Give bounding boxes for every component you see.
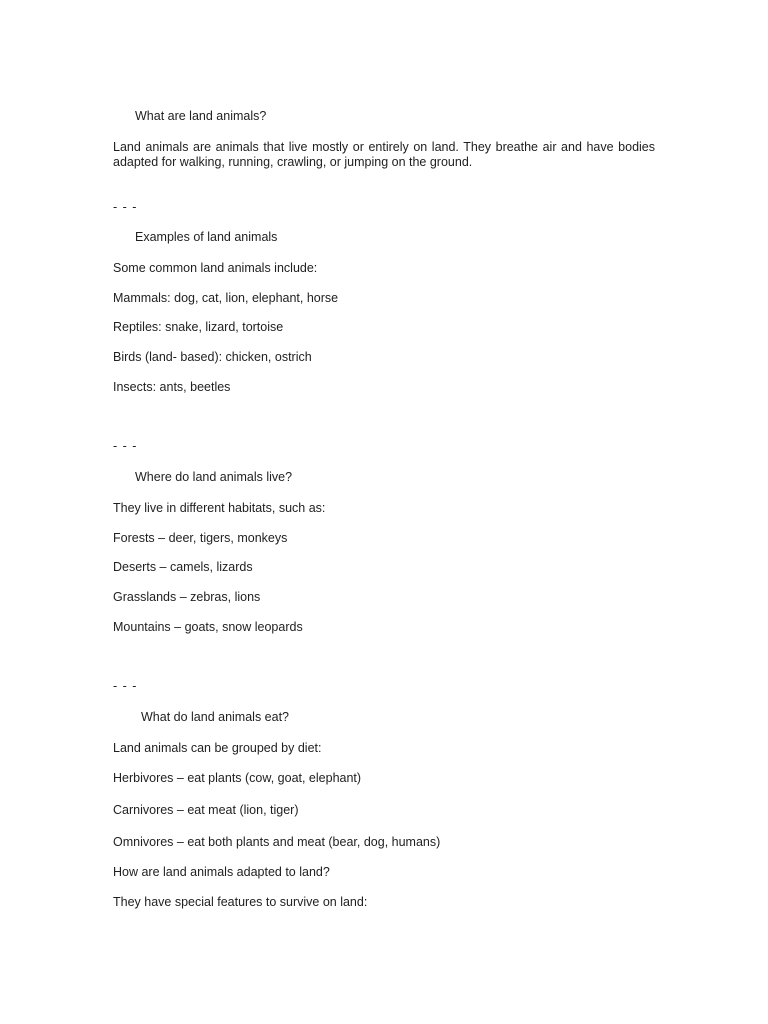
paragraph-definition: Land animals are animals that live mostly or entirely on land. They breathe air and have bodies adapted for walking, running, crawling, or jumping on the ground. xyxy=(113,140,655,169)
section-divider: - - - xyxy=(113,200,138,214)
section-divider: - - - xyxy=(113,679,138,693)
list-item: Reptiles: snake, lizard, tortoise xyxy=(113,320,284,334)
list-item: Deserts – camels, lizards xyxy=(113,560,253,574)
list-item: Herbivores – eat plants (cow, goat, elephant) xyxy=(113,771,362,785)
heading-adaptations: How are land animals adapted to land? xyxy=(113,865,330,879)
list-item: Insects: ants, beetles xyxy=(113,380,231,394)
list-item: Omnivores – eat both plants and meat (bear, dog, humans) xyxy=(113,835,441,849)
heading-habitats: Where do land animals live? xyxy=(135,470,293,484)
heading-diet: What do land animals eat? xyxy=(141,710,290,724)
section-divider: - - - xyxy=(113,439,138,453)
list-item: Mammals: dog, cat, lion, elephant, horse xyxy=(113,291,339,305)
diet-intro: Land animals can be grouped by diet: xyxy=(113,741,322,755)
heading-what-are-land-animals: What are land animals? xyxy=(135,109,267,123)
habitats-intro: They live in different habitats, such as: xyxy=(113,501,326,515)
list-item: Birds (land- based): chicken, ostrich xyxy=(113,350,312,364)
list-item: Mountains – goats, snow leopards xyxy=(113,620,303,634)
adaptations-intro: They have special features to survive on land: xyxy=(113,895,368,909)
list-item: Grasslands – zebras, lions xyxy=(113,590,261,604)
list-item: Forests – deer, tigers, monkeys xyxy=(113,531,288,545)
list-item: Carnivores – eat meat (lion, tiger) xyxy=(113,803,299,817)
heading-examples: Examples of land animals xyxy=(135,230,278,244)
examples-intro: Some common land animals include: xyxy=(113,261,318,275)
